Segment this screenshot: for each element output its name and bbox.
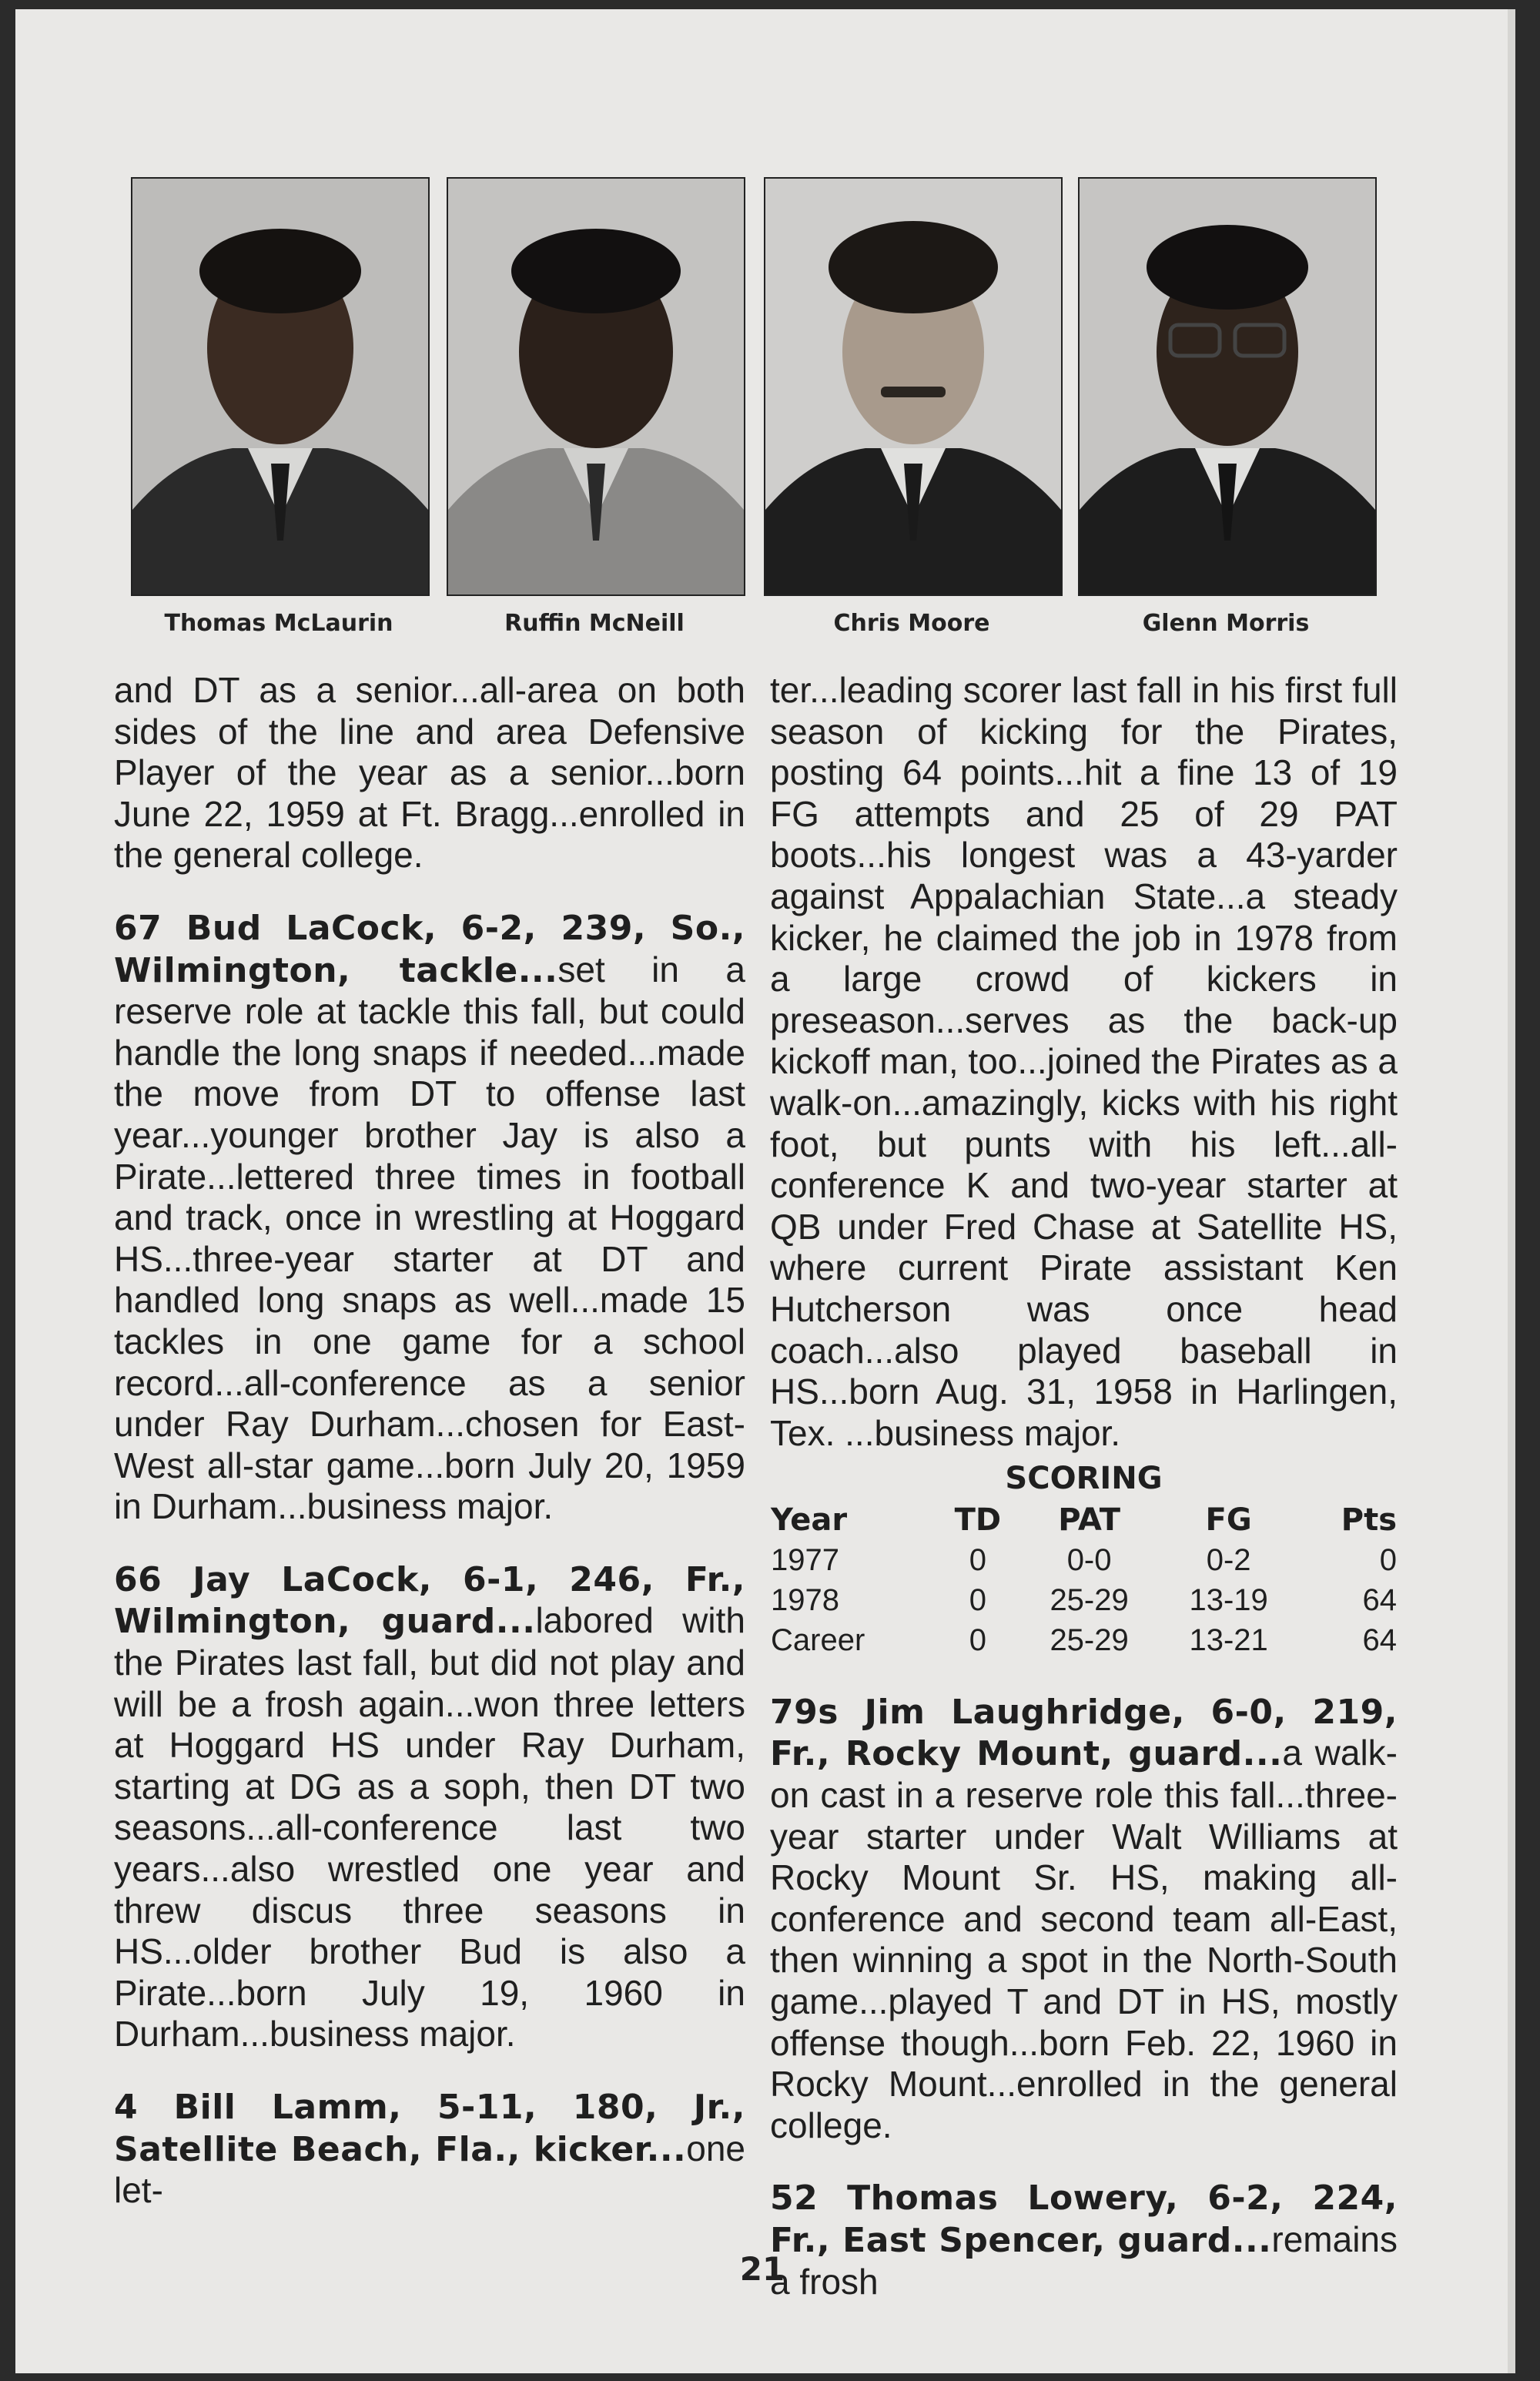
- bio-heading: 79s Jim Laughridge, 6-0, 219, Fr., Rocky Mount, guard...: [770, 1692, 1398, 1774]
- right-column: [770, 670, 1398, 2302]
- portrait-image: [765, 179, 1061, 594]
- photo-caption: Glenn Morris: [1142, 610, 1310, 637]
- bio-paragraph: ter...leading scorer last fall in his first full season of kicking for the Pirates, posting 64 points...hit a fine 13 of 19 FG attempts and 25 of 29 PAT boots...his longest was a 43-yarder against Appalachian State...a steady kicker, he claimed the job in 1978 from a large crowd of kickers in preseason...serves as the back-up kickoff man, too...joined the Pirates as a walk-on...amazingly, kicks with his right foot, but punts with his left...all-conference K and two-year starter at QB under Fred Chase at Satellite HS, where current Pirate assistant Ken Hutcherson was once head coach...also played baseball in HS...born Aug. 31, 1958 in Harlingen, Tex. ...business major.: [770, 670, 1398, 1453]
- bio-paragraph: and DT as a senior...all-area on both sides of the line and area Defensive Player of the year as a senior...born June 22, 1959 at Ft. Bragg...enrolled in the general college.: [114, 670, 745, 876]
- photo-caption: Thomas McLaurin: [164, 610, 393, 637]
- page-number: 21: [739, 2250, 785, 2288]
- bio-paragraph: 4 Bill Lamm, 5-11, 180, Jr., Satellite Beach, Fla., kicker...one let-: [114, 2088, 745, 2211]
- table-header-row: Year TD PAT FG Pts: [771, 1502, 1397, 1538]
- bio-paragraph: 67 Bud LaCock, 6-2, 239, So., Wilmington, tackle...set in a reserve role at tackle this fall, but could handle the long snaps if needed...made the move from DT to offense last year...younger brother Jay is also a Pirate...lettered three times in football and track, once in wrestling at Hoggard HS...three-year starter at DT and handled long snaps as well...made 15 tackles in one game for a school record...all-conference as a senior under Ray Durham...chosen for East-West all-star game...born July 20, 1959 in Durham...business major.: [114, 908, 746, 1527]
- photo-caption: Chris Moore: [833, 610, 990, 637]
- scoring-title: SCORING: [1005, 1461, 1163, 1497]
- photo-caption: Ruffin McNeill: [504, 610, 685, 637]
- left-column: [114, 670, 745, 2212]
- portrait-image: [132, 179, 428, 594]
- bio-heading: 67 Bud LaCock, 6-2, 239, So., Wilmington, tackle...: [114, 908, 745, 990]
- table-row: 1977 0 0-0 0-2 0: [771, 1542, 1397, 1577]
- player-photo: [1078, 177, 1377, 596]
- bio-heading: 52 Thomas Lowery, 6-2, 224, Fr., East Spencer, guard...: [770, 2178, 1398, 2260]
- table-row: 1978 0 25-29 13-19 64: [771, 1582, 1397, 1617]
- bio-paragraph: 79s Jim Laughridge, 6-0, 219, Fr., Rocky Mount, guard...a walk-on cast in a reserve role this fall...three-year starter under Walt Williams at Rocky Mount Sr. HS, making all-conference and second team all-East, then winning a spot in the North-South game...played T and DT in HS, mostly offense though...born Feb. 22, 1960 in Rocky Mount...enrolled in the general college.: [770, 1692, 1398, 2145]
- player-photo: [447, 177, 745, 596]
- bio-paragraph: 66 Jay LaCock, 6-1, 246, Fr., Wilmington, guard...labored with the Pirates last fall, but did not play and will be a frosh again...won three letters at Hoggard HS under Ray Durham, starting at DG as a soph, then DT two seasons...all-conference last two years...also wrestled one year and threw discus three seasons in HS...older brother Bud is also a Pirate...born July 19, 1960 in Durham...business major.: [114, 1559, 745, 2054]
- player-photo: [131, 177, 430, 596]
- portrait-image: [448, 179, 744, 594]
- portrait-image: [1080, 179, 1375, 594]
- program-page: [15, 9, 1515, 2373]
- bio-paragraph: 52 Thomas Lowery, 6-2, 224, Fr., East Spencer, guard...remains a frosh: [770, 2178, 1398, 2302]
- scoring-table: [770, 1500, 1398, 1660]
- player-photo: [764, 177, 1063, 596]
- bio-heading: 66 Jay LaCock, 6-1, 246, Fr., Wilmington, guard...: [114, 1559, 745, 1642]
- table-row: Career 0 25-29 13-21 64: [771, 1622, 1397, 1657]
- bio-heading: 4 Bill Lamm, 5-11, 180, Jr., Satellite Beach, Fla., kicker...: [114, 2088, 745, 2169]
